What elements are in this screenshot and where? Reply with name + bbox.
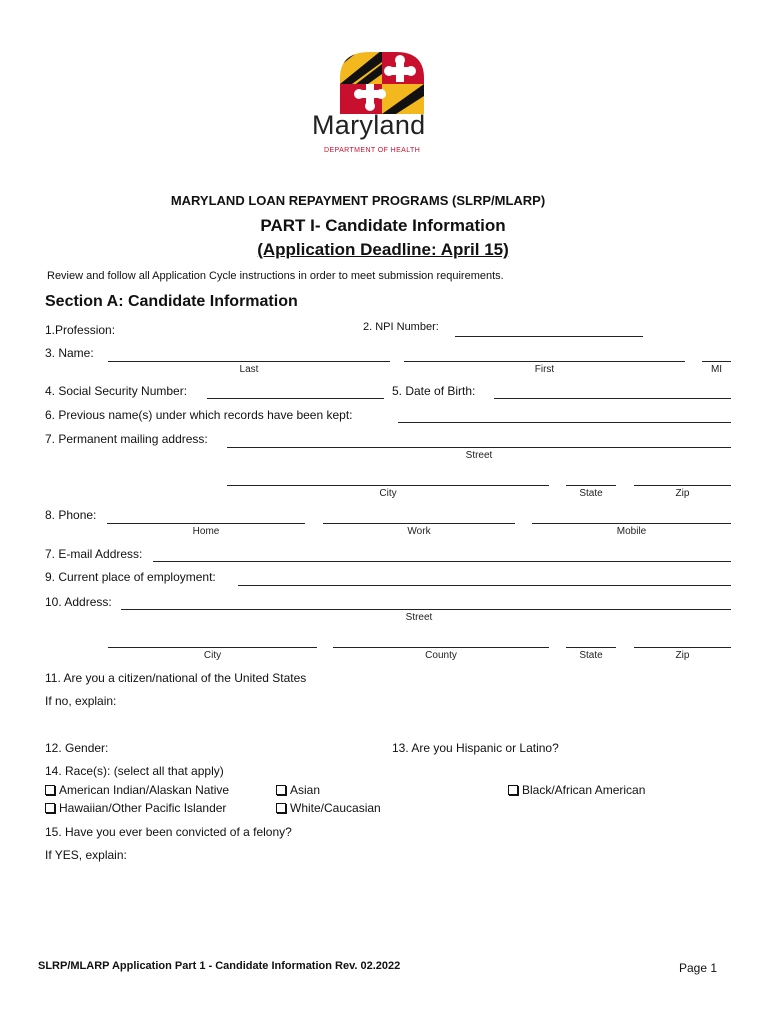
employment-field[interactable]	[238, 585, 731, 586]
email-label: 7. E-mail Address:	[45, 547, 143, 561]
mailing-address-label: 7. Permanent mailing address:	[45, 432, 208, 446]
work-caption: Work	[407, 526, 431, 537]
street2-caption: Street	[405, 612, 433, 623]
last-caption: Last	[239, 364, 259, 375]
race-option-hawaiian[interactable]: Hawaiian/Other Pacific Islander	[45, 801, 226, 815]
race-option-black[interactable]: Black/African American	[508, 783, 645, 797]
address-county-field[interactable]	[333, 647, 549, 648]
county-caption: County	[425, 650, 457, 661]
maryland-logo	[300, 50, 470, 160]
ssn-label: 4. Social Security Number:	[45, 384, 188, 398]
gender-label: 12. Gender:	[45, 741, 109, 755]
address-label: 10. Address:	[45, 595, 112, 609]
address-street-field[interactable]	[121, 609, 731, 610]
previous-names-field[interactable]	[398, 422, 731, 423]
if-no-explain: If no, explain:	[45, 694, 117, 708]
dob-label: 5. Date of Birth:	[392, 384, 476, 398]
footer-revision: SLRP/MLARP Application Part 1 - Candidate Information Rev. 02.2022	[38, 960, 401, 972]
deadline: (Application Deadline: April 15)	[257, 240, 509, 259]
section-a-title: Section A: Candidate Information	[45, 293, 298, 310]
first-caption: First	[534, 364, 555, 375]
npi-field[interactable]	[455, 336, 643, 337]
race-label: 14. Race(s): (select all that apply)	[45, 764, 224, 778]
if-yes-explain: If YES, explain:	[45, 848, 127, 862]
email-field[interactable]	[153, 561, 731, 562]
hispanic-question: 13. Are you Hispanic or Latino?	[392, 741, 559, 755]
name-label: 3. Name:	[45, 346, 94, 360]
city2-caption: City	[203, 650, 222, 661]
felony-question: 15. Have you ever been convicted of a felony?	[45, 825, 292, 839]
last-name-field[interactable]	[108, 361, 390, 362]
logo-wordmark: Maryland	[312, 110, 426, 140]
state-caption: State	[579, 488, 603, 499]
checkbox-icon[interactable]	[276, 803, 286, 813]
address-zip-field[interactable]	[634, 647, 731, 648]
mailing-zip-field[interactable]	[634, 485, 731, 486]
zip-caption: Zip	[675, 488, 690, 499]
page-number: Page 1	[679, 961, 718, 975]
mobile-caption: Mobile	[616, 526, 647, 537]
zip2-caption: Zip	[675, 650, 690, 661]
phone-label: 8. Phone:	[45, 508, 97, 522]
maryland-flag-icon	[300, 50, 470, 114]
race-option-american-indian[interactable]: American Indian/Alaskan Native	[45, 783, 229, 797]
race-option-asian[interactable]: Asian	[276, 783, 320, 797]
program-title: MARYLAND LOAN REPAYMENT PROGRAMS (SLRP/MLARP)	[170, 193, 546, 208]
checkbox-icon[interactable]	[45, 803, 55, 813]
instructions: Review and follow all Application Cycle instructions in order to meet submission requirements.	[47, 270, 504, 282]
mailing-state-field[interactable]	[566, 485, 616, 486]
checkbox-icon[interactable]	[45, 785, 55, 795]
logo-department: DEPARTMENT OF HEALTH	[324, 147, 421, 154]
npi-label: 2. NPI Number:	[363, 321, 439, 333]
employment-label: 9. Current place of employment:	[45, 570, 216, 584]
citizen-question: 11. Are you a citizen/national of the United States	[45, 671, 307, 685]
first-name-field[interactable]	[404, 361, 685, 362]
home-caption: Home	[192, 526, 220, 537]
profession-label: 1.Profession:	[45, 323, 116, 337]
previous-names-label: 6. Previous name(s) under which records have been kept:	[45, 408, 353, 422]
address-city-field[interactable]	[108, 647, 317, 648]
mailing-city-field[interactable]	[227, 485, 549, 486]
mi-field[interactable]	[702, 361, 731, 362]
mi-caption: MI	[710, 364, 723, 375]
checkbox-icon[interactable]	[508, 785, 518, 795]
address-state-field[interactable]	[566, 647, 616, 648]
state2-caption: State	[579, 650, 603, 661]
city-caption: City	[379, 488, 397, 499]
mailing-street-field[interactable]	[227, 447, 731, 448]
phone-mobile-field[interactable]	[532, 523, 731, 524]
race-option-white[interactable]: White/Caucasian	[276, 801, 381, 815]
ssn-field[interactable]	[207, 398, 384, 399]
phone-work-field[interactable]	[323, 523, 515, 524]
dob-field[interactable]	[494, 398, 731, 399]
checkbox-icon[interactable]	[276, 785, 286, 795]
street-caption: Street	[465, 450, 493, 461]
phone-home-field[interactable]	[107, 523, 305, 524]
part-title: PART I- Candidate Information	[260, 216, 506, 235]
